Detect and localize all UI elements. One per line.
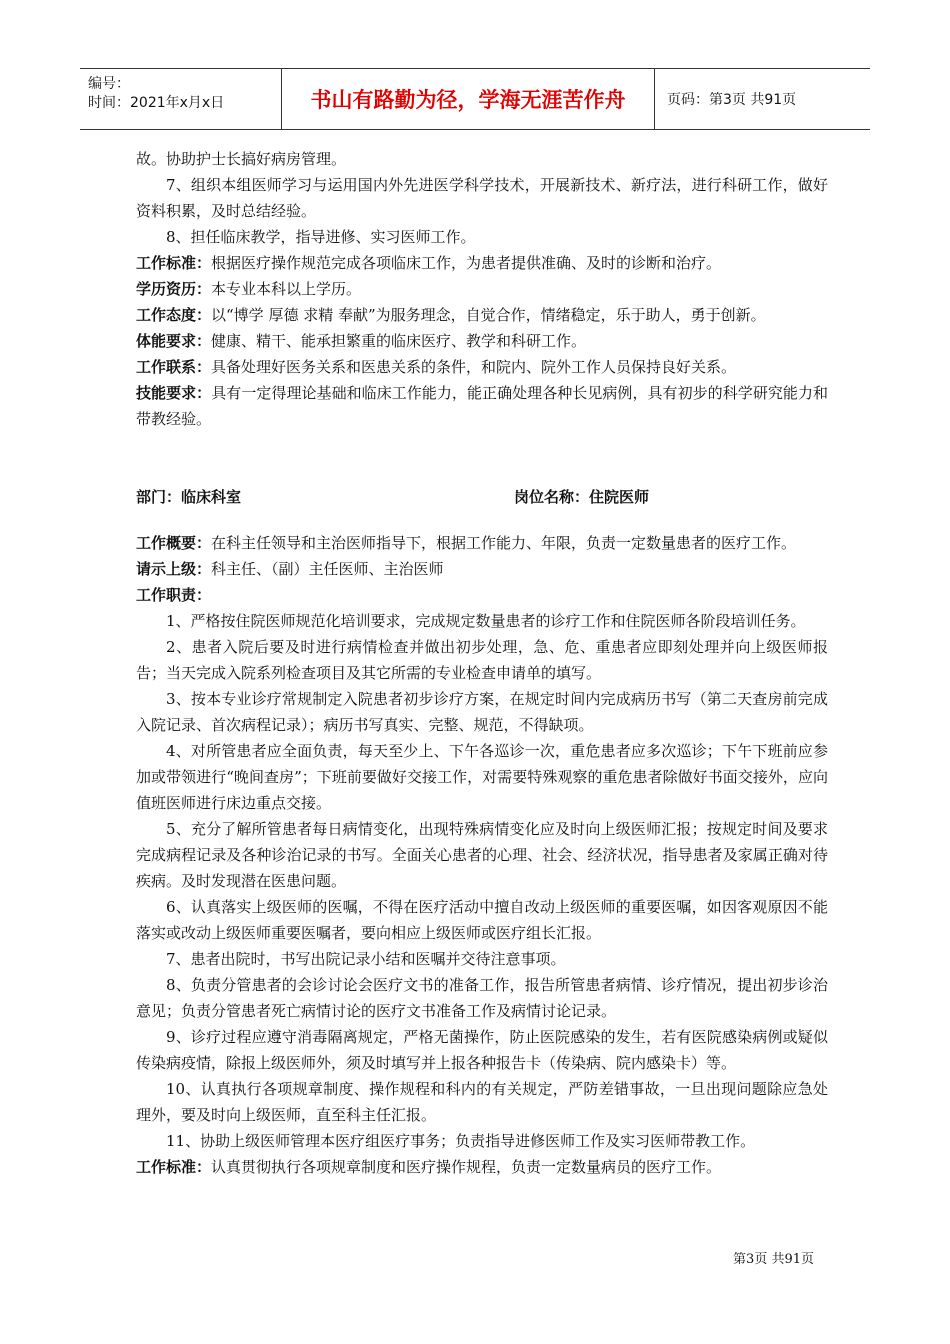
duty-item: 10、认真执行各项规章制度、操作规程和科内的有关规定，严防差错事故，一旦出现问题除应急处理外，要及时向上级医师，直至科主任汇报。 xyxy=(136,1080,828,1124)
document-body xyxy=(136,146,828,1180)
field-row xyxy=(136,250,828,276)
field-text: 根据医疗操作规范完成各项临床工作，为患者提供准确、及时的诊断和治疗。 xyxy=(211,254,722,272)
field-row xyxy=(136,328,828,354)
duty-item: 7、患者出院时，书写出院记录小结和医嘱并交待注意事项。 xyxy=(166,950,566,968)
duty-item: 4、对所管患者应全面负责，每天至少上、下午各巡诊一次，重危患者应多次巡诊；下午下班前应参加或带领进行“晚间查房”；下班前要做好交接工作，对需要特殊观察的重危患者除做好书面交接外，应向值班医师进行床边重点交接。 xyxy=(136,742,828,812)
position-title: 岗位名称：住院医师 xyxy=(514,488,650,506)
duty-item: 3、按本专业诊疗常规制定入院患者初步诊疗方案，在规定时间内完成病历书写（第二天查房前完成入院记录、首次病程记录）；病历书写真实、完整、规范，不得缺项。 xyxy=(136,690,828,734)
overview-row xyxy=(136,530,828,556)
field-label: 体能要求： xyxy=(136,332,212,350)
field-label: 工作概要： xyxy=(136,534,212,552)
duty-item: 8、负责分管患者的会诊讨论会医疗文书的准备工作，报告所管患者病情、诊疗情况，提出初步诊治意见；负责分管患者死亡病情讨论的医疗文书准备工作及病情讨论记录。 xyxy=(136,976,828,1020)
field-label: 技能要求： xyxy=(136,384,212,402)
field-text: 具备处理好医务关系和医患关系的条件，和院内、院外工作人员保持良好关系。 xyxy=(211,358,737,376)
duty-item: 2、患者入院后要及时进行病情检查并做出初步处理，急、危、重患者应即刻处理并向上级医师报告；当天完成入院系列检查项目及其它所需的专业检查申请单的填写。 xyxy=(136,638,828,682)
field-label: 学历资历： xyxy=(136,280,212,298)
duty-item: 7、组织本组医师学习与运用国内外先进医学科学技术，开展新技术、新疗法，进行科研工作，做好资料积累，及时总结经验。 xyxy=(136,176,828,220)
continuation-text: 故。协助护士长搞好病房管理。 xyxy=(136,150,347,168)
doc-date: 时间：2021年x月x日 xyxy=(88,95,225,111)
field-row xyxy=(136,302,828,328)
department: 部门：临床科室 xyxy=(136,488,242,506)
superior-row xyxy=(136,556,828,582)
field-text: 认真贯彻执行各项规章制度和医疗操作规程，负责一定数量病员的医疗工作。 xyxy=(211,1158,722,1176)
duty-item: 1、严格按住院医师规范化培训要求，完成规定数量患者的诊疗工作和住院医师各阶段培训任务。 xyxy=(166,612,806,630)
duty-item: 9、诊疗过程应遵守消毒隔离规定，严格无菌操作，防止医院感染的发生，若有医院感染病例或疑似传染病疫情，除报上级医师外，须及时填写并上报各种报告卡（传染病、院内感染卡）等。 xyxy=(136,1028,828,1072)
field-label: 工作标准： xyxy=(136,1158,212,1176)
header-page-info: 页码：第3页 共91页 xyxy=(667,92,797,108)
field-text: 以“博学 厚德 求精 奉献”为服务理念，自觉合作，情绪稳定，乐于助人，勇于创新。 xyxy=(211,306,766,324)
page-footer: 第3页 共91页 xyxy=(733,1252,814,1267)
field-text: 本专业本科以上学历。 xyxy=(211,280,362,298)
duty-item: 5、充分了解所管患者每日病情变化，出现特殊病情变化应及时向上级医师汇报；按规定时间及要求完成病程记录及各种诊治记录的书写。全面关心患者的心理、社会、经济状况，指导患者及家属正确对待疾病。及时发现潜在医患问题。 xyxy=(136,820,828,890)
page-header xyxy=(80,68,870,130)
duties-heading xyxy=(136,582,828,608)
duty-item: 11、协助上级医师管理本医疗组医疗事务；负责指导进修医师工作及实习医师带教工作。 xyxy=(166,1132,756,1150)
field-label: 工作态度： xyxy=(136,306,212,324)
duty-item: 8、担任临床教学，指导进修、实习医师工作。 xyxy=(166,228,476,246)
duty-item: 6、认真落实上级医师的医嘱，不得在医疗活动中擅自改动上级医师的重要医嘱，如因客观原因不能落实或改动上级医师重要医嘱者，要向相应上级医师或医疗组长汇报。 xyxy=(136,898,828,942)
field-label: 工作标准： xyxy=(136,254,212,272)
header-meta xyxy=(80,69,282,129)
field-row xyxy=(136,354,828,380)
header-motto: 书山有路勤为径，学海无涯苦作舟 xyxy=(282,69,655,129)
field-text: 科主任、（副）主任医师、主治医师 xyxy=(211,560,444,578)
field-text: 具有一定得理论基础和临床工作能力，能正确处理各种长见病例，具有初步的科学研究能力和带教经验。 xyxy=(136,384,828,428)
doc-number-label: 编号： xyxy=(88,76,130,92)
field-row xyxy=(136,276,828,302)
field-text: 健康、精干、能承担繁重的临床医疗、教学和科研工作。 xyxy=(211,332,587,350)
standard-row xyxy=(136,1154,828,1180)
field-label: 请示上级： xyxy=(136,560,212,578)
field-label: 工作职责： xyxy=(136,586,212,604)
field-row xyxy=(136,380,828,432)
field-label: 工作联系： xyxy=(136,358,212,376)
department-row xyxy=(136,484,828,510)
field-text: 在科主任领导和主治医师指导下，根据工作能力、年限，负责一定数量患者的医疗工作。 xyxy=(211,534,797,552)
